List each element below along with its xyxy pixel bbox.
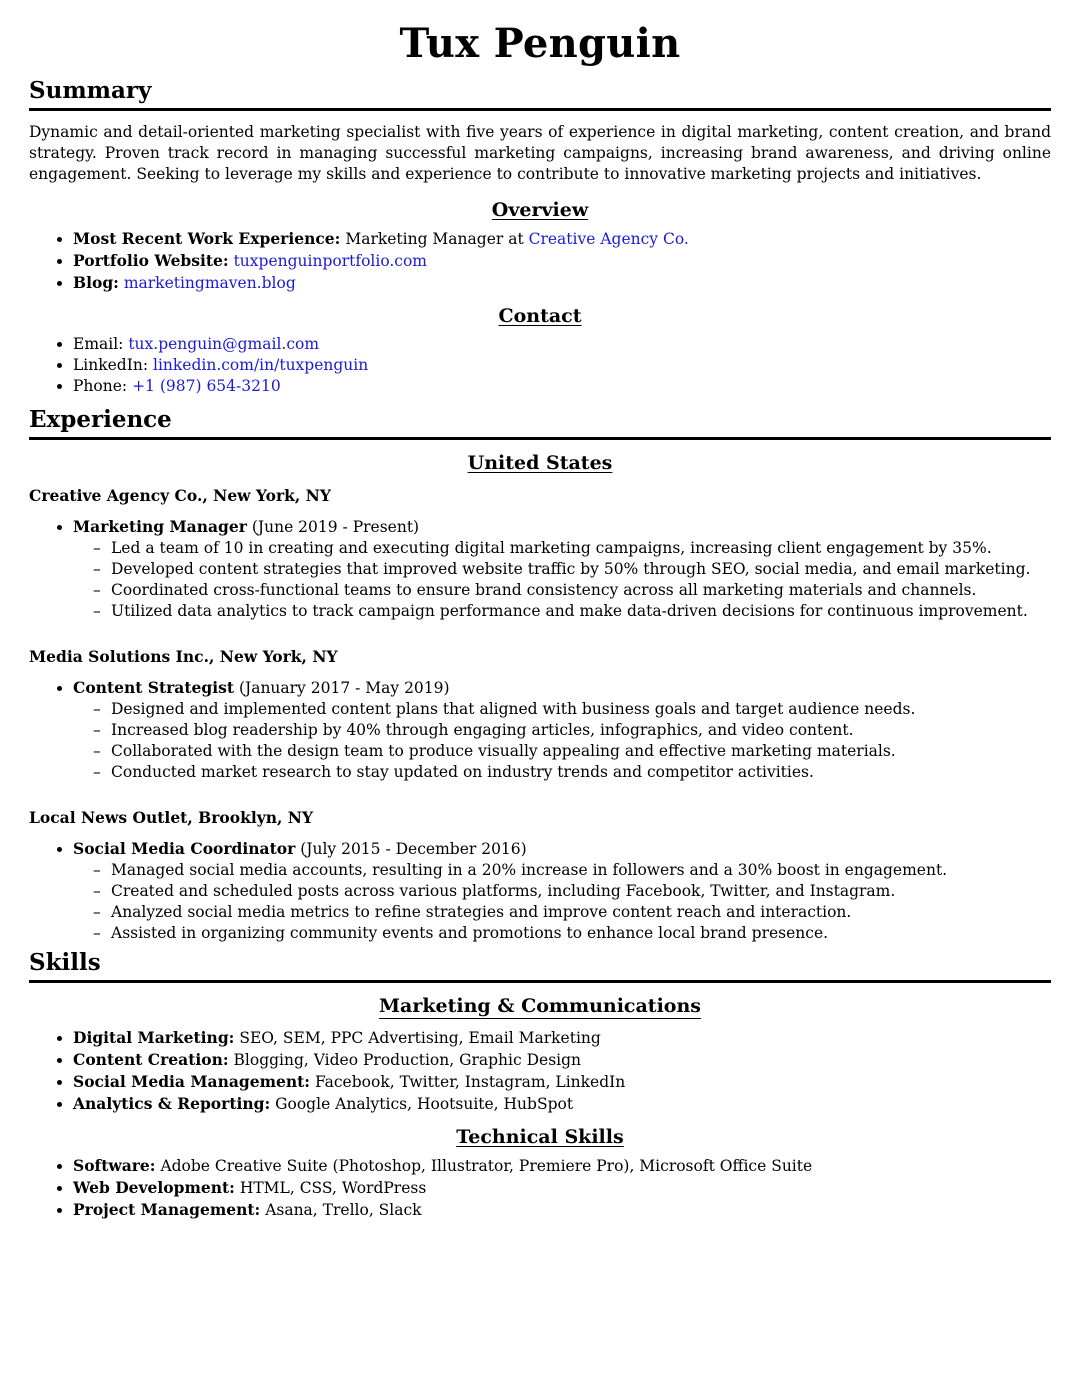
skills-section: [29, 948, 1051, 1221]
job-point: – Managed social media accounts, resulting in a 20% increase in followers and a 30% boost in engagement.: [111, 860, 1051, 881]
skill-label: Software:: [73, 1156, 156, 1175]
skill-item: [73, 1071, 1051, 1093]
portfolio-link[interactable]: tuxpenguinportfolio.com: [233, 252, 428, 270]
email-link[interactable]: tux.penguin@gmail.com: [128, 335, 320, 353]
job-point: – Led a team of 10 in creating and executing digital marketing campaigns, increasing client engagement by 35%.: [111, 538, 1051, 559]
job-point: – Developed content strategies that improved website traffic by 50% through SEO, social media, and email marketing.: [111, 559, 1051, 580]
skill-label: Project Management:: [73, 1200, 261, 1219]
overview-label: Blog:: [73, 273, 119, 292]
overview-label: Most Recent Work Experience:: [73, 229, 341, 248]
skill-item: [73, 1199, 1051, 1221]
job-dates: (January 2017 - May 2019): [238, 679, 450, 697]
contact-label: LinkedIn:: [73, 356, 149, 374]
skill-item: [73, 1049, 1051, 1071]
job-point: – Designed and implemented content plans that aligned with business goals and target audience needs.: [111, 699, 1051, 720]
overview-text: Marketing Manager at: [345, 230, 529, 248]
region-heading: United States: [467, 452, 613, 474]
experience-section: [29, 405, 1051, 944]
contact-label: Phone:: [73, 377, 128, 395]
contact-label: Email:: [73, 335, 124, 353]
job-company: Media Solutions Inc., New York, NY: [29, 647, 338, 666]
skill-item: [73, 1177, 1051, 1199]
overview-item-portfolio: [73, 250, 1051, 272]
job-entry: [29, 807, 1051, 944]
contact-item-linkedin: [73, 355, 1051, 376]
job-point: – Created and scheduled posts across various platforms, including Facebook, Twitter, and Instagram.: [111, 881, 1051, 902]
job-roles: [29, 677, 1051, 783]
job-entry: [29, 485, 1051, 622]
job-company: Local News Outlet, Brooklyn, NY: [29, 808, 314, 827]
job-company: Creative Agency Co., New York, NY: [29, 486, 331, 505]
phone-link[interactable]: +1 (987) 654-3210: [132, 377, 281, 395]
experience-heading: Experience: [29, 405, 1051, 440]
contact-item-phone: [73, 376, 1051, 397]
overview-list: [29, 228, 1051, 294]
skill-label: Social Media Management:: [73, 1072, 310, 1091]
job-role-item: [73, 677, 1051, 783]
skill-text: Asana, Trello, Slack: [265, 1201, 422, 1219]
skill-text: HTML, CSS, WordPress: [239, 1179, 427, 1197]
job-point: – Conducted market research to stay updated on industry trends and competitor activities.: [111, 762, 1051, 783]
recent-employer-link[interactable]: Creative Agency Co.: [528, 230, 689, 248]
job-point: – Increased blog readership by 40% through engaging articles, infographics, and video content.: [111, 720, 1051, 741]
overview-item-blog: [73, 272, 1051, 294]
job-point: – Utilized data analytics to track campaign performance and make data-driven decisions for continuous improvement.: [111, 601, 1051, 622]
skills-group-heading: Marketing & Communications: [379, 995, 701, 1017]
job-point: – Collaborated with the design team to produce visually appealing and effective marketing materials.: [111, 741, 1051, 762]
job-role: Social Media Coordinator: [73, 839, 296, 858]
contact-item-email: [73, 334, 1051, 355]
skills-heading: Skills: [29, 948, 1051, 983]
job-role-item: [73, 838, 1051, 944]
skill-label: Content Creation:: [73, 1050, 229, 1069]
skill-item: [73, 1027, 1051, 1049]
linkedin-link[interactable]: linkedin.com/in/tuxpenguin: [153, 356, 369, 374]
job-role: Marketing Manager: [73, 517, 247, 536]
job-point: – Analyzed social media metrics to refine strategies and improve content reach and interaction.: [111, 902, 1051, 923]
skill-label: Analytics & Reporting:: [73, 1094, 271, 1113]
contact-list: [29, 334, 1051, 397]
overview-item-recent-work: [73, 228, 1051, 250]
job-points: [73, 699, 1051, 783]
skills-list-marketing: [29, 1027, 1051, 1115]
overview-label: Portfolio Website:: [73, 251, 229, 270]
job-dates: (June 2019 - Present): [251, 518, 420, 536]
summary-heading: Summary: [29, 76, 1051, 111]
job-role: Content Strategist: [73, 678, 234, 697]
job-role-item: [73, 516, 1051, 622]
overview-heading: Overview: [491, 199, 589, 221]
job-dates: (July 2015 - December 2016): [300, 840, 527, 858]
skills-group-heading: Technical Skills: [456, 1126, 624, 1148]
skill-label: Web Development:: [73, 1178, 235, 1197]
job-point: – Assisted in organizing community events and promotions to enhance local brand presence.: [111, 923, 1051, 944]
job-points: [73, 860, 1051, 944]
skill-item: [73, 1155, 1051, 1177]
skill-item: [73, 1093, 1051, 1115]
skill-text: Facebook, Twitter, Instagram, LinkedIn: [314, 1073, 626, 1091]
skill-text: Blogging, Video Production, Graphic Design: [233, 1051, 582, 1069]
summary-section: [29, 76, 1051, 397]
summary-text: Dynamic and detail-oriented marketing specialist with five years of experience in digital marketing, content creation, and brand strategy. Proven track record in managing successful marketing campaigns, increasing brand awareness, and driving online engagement. Seeking to leverage my skills and experience to contribute to innovative marketing projects and initiatives.: [29, 123, 1051, 183]
job-point: – Coordinated cross-functional teams to ensure brand consistency across all marketing materials and channels.: [111, 580, 1051, 601]
job-entry: [29, 646, 1051, 783]
job-points: [73, 538, 1051, 622]
contact-heading: Contact: [498, 305, 582, 327]
skill-text: Adobe Creative Suite (Photoshop, Illustrator, Premiere Pro), Microsoft Office Suite: [160, 1157, 813, 1175]
candidate-name: Tux Penguin: [399, 20, 681, 67]
skill-text: SEO, SEM, PPC Advertising, Email Marketing: [239, 1029, 601, 1047]
blog-link[interactable]: marketingmaven.blog: [123, 274, 296, 292]
job-roles: [29, 838, 1051, 944]
skill-text: Google Analytics, Hootsuite, HubSpot: [275, 1095, 574, 1113]
skill-label: Digital Marketing:: [73, 1028, 235, 1047]
skills-list-technical: [29, 1155, 1051, 1221]
job-roles: [29, 516, 1051, 622]
